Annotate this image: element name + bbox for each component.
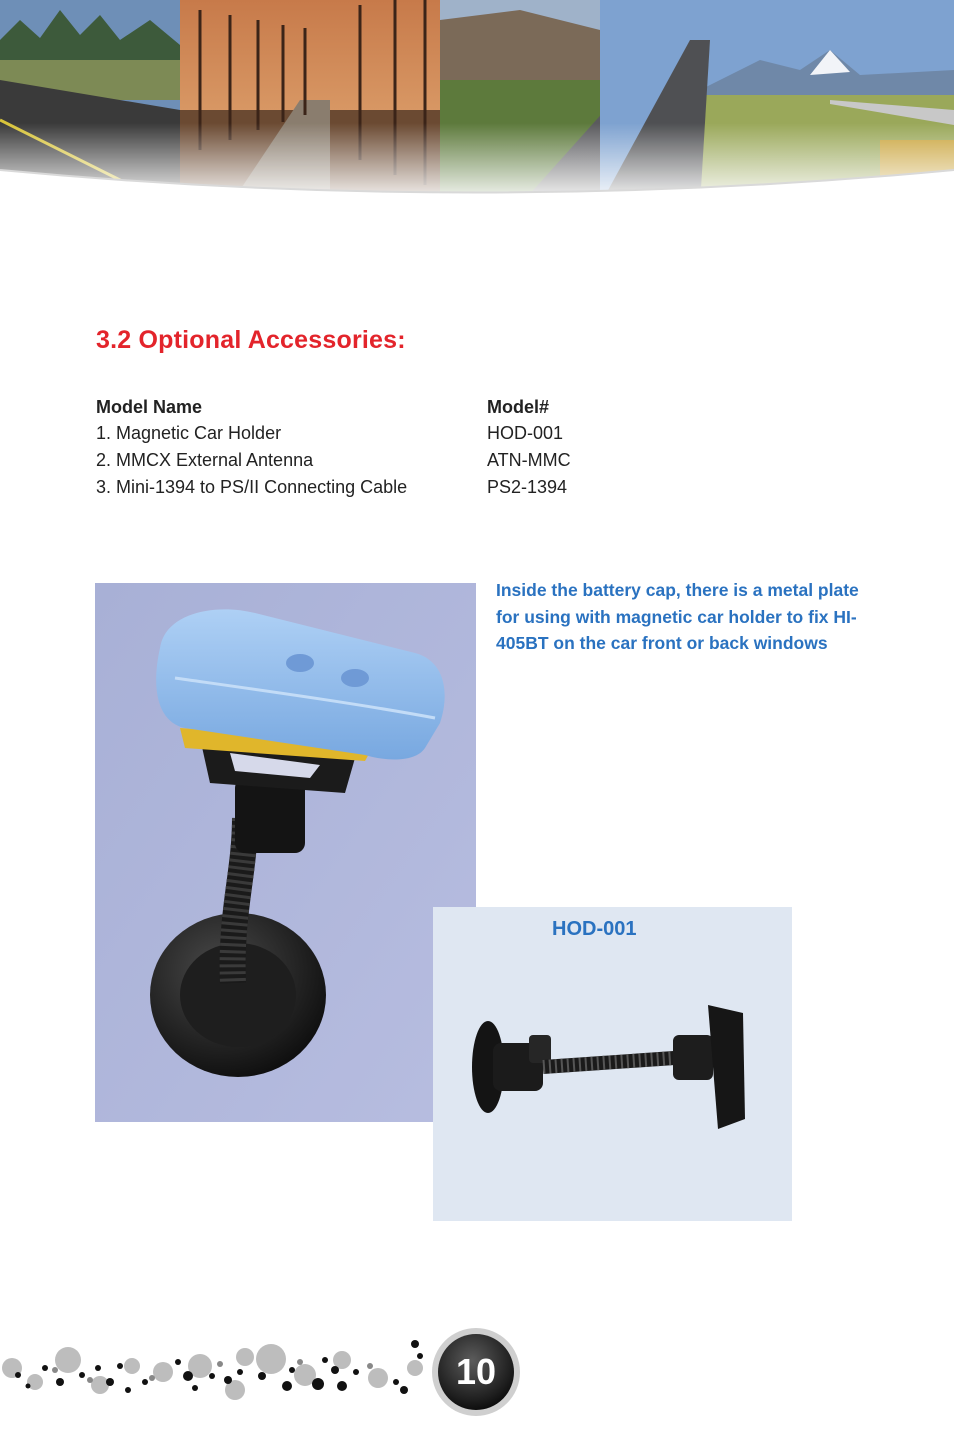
model-number-cell: ATN-MMC <box>487 450 571 470</box>
item-number: 1. <box>96 423 112 443</box>
header-banner-image <box>0 0 954 205</box>
model-name-cell <box>96 474 487 501</box>
photo-label: HOD-001 <box>552 918 637 940</box>
item-number: 2. <box>96 450 112 470</box>
page-number: 10 <box>455 1351 497 1392</box>
accessory-description: Inside the battery cap, there is a metal plate for using with magnetic car holder to fix HI-405BT on the car front or back windows <box>496 580 859 653</box>
item-number: 3. <box>96 477 112 497</box>
car-holder-with-receiver-photo <box>95 583 476 1122</box>
table-row <box>96 420 571 447</box>
model-name: Magnetic Car Holder <box>116 423 282 443</box>
table-header-row <box>96 394 571 420</box>
model-number-cell: HOD-001 <box>487 423 564 443</box>
column-header-model-number: Model# <box>487 396 550 417</box>
model-name-cell <box>96 420 487 447</box>
section-title: 3.2 Optional Accessories: <box>96 326 406 354</box>
model-name: MMCX External Antenna <box>116 450 314 470</box>
model-name-cell <box>96 447 487 474</box>
table-row <box>96 474 571 501</box>
column-header-model-name: Model Name <box>96 396 203 417</box>
model-number-cell: PS2-1394 <box>487 477 568 497</box>
model-name: Mini-1394 to PS/II Connecting Cable <box>116 477 408 497</box>
accessories-table <box>96 394 571 501</box>
car-holder-side-view-photo <box>433 907 792 1221</box>
table-row <box>96 447 571 474</box>
